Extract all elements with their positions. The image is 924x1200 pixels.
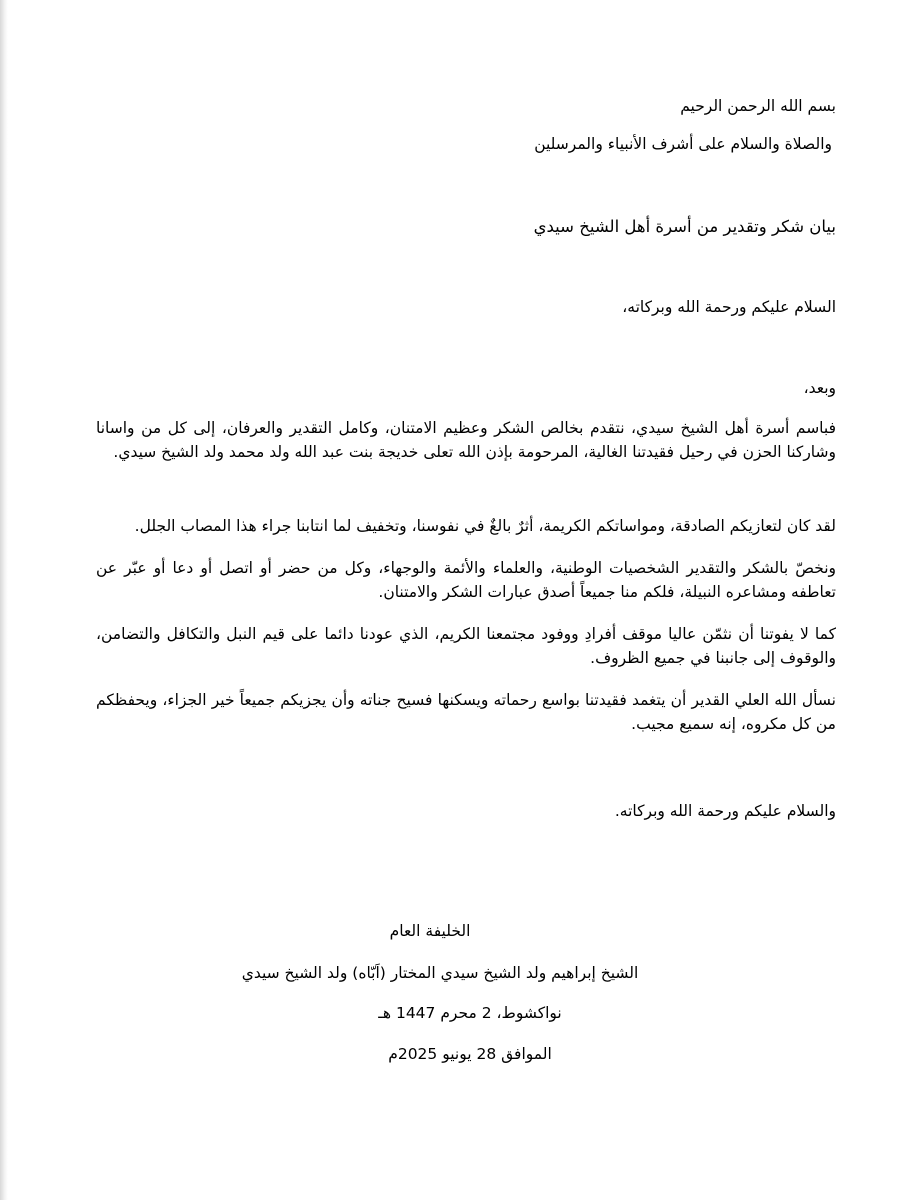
greeting: السلام عليكم ورحمة الله وبركاته، xyxy=(622,298,836,316)
signature-place-date: نواكشوط، 2 محرم 1447 هـ xyxy=(378,1004,562,1022)
paragraph-prayer: نسأل الله العلي القدير أن يتغمد فقيدتنا بواسع رحماته ويسكنها فسيح جناته وأن يجزيكم جميعاً خير الجزاء، ويحفظكم من كل مكروه، إنه سميع مجيب. xyxy=(96,691,836,733)
paragraph-thanks: فباسم أسرة أهل الشيخ سيدي، نتقدم بخالص الشكر وعظيم الامتنان، وكامل التقدير والعرفان، إلى كل من واسانا وشاركنا الحزن في رحيل فقيدتنا الغالية، المرحومة بإذن الله تعلى خديجة بنت عبد الله ولد محمد ولد الشيخ سيدي. xyxy=(96,419,836,461)
opening-word: وبعد، xyxy=(803,379,836,397)
closing-greeting: والسلام عليكم ورحمة الله وبركاته. xyxy=(614,802,836,820)
paragraph-community: كما لا يفوتنا أن نثمّن عاليا موقف أفرادِ ووفود مجتمعنا الكريم، الذي عودنا دائما على قيم النبل والتكافل والتضامن، والوقوف إلى جانبنا في جميع الظروف. xyxy=(96,625,836,667)
signature-gregorian-date: الموافق 28 يونيو 2025م xyxy=(388,1045,552,1063)
document-title: بيان شكر وتقدير من أسرة أهل الشيخ سيدي xyxy=(533,217,836,236)
salutation-line: والصلاة والسلام على أشرف الأنبياء والمرسلين xyxy=(534,135,832,153)
paragraph-condolences: لقد كان لتعازيكم الصادقة، ومواساتكم الكريمة، أثرٌ بالغٌ في نفوسنا، وتخفيف لما انتابنا جراء هذا المصاب الجلل. xyxy=(134,517,836,535)
paragraph-special-thanks: ونخصّ بالشكر والتقدير الشخصيات الوطنية، والعلماء والأئمة والوجهاء، وكل من حضر أو اتصل أو دعا أو عبّر عن تعاطفه ومشاعره النبيلة، فلكم منا جميعاً أصدق عبارات الشكر والامتنان. xyxy=(96,559,836,601)
signature-role: الخليفة العام xyxy=(389,922,471,940)
signature-name: الشيخ إبراهيم ولد الشيخ سيدي المختار (اَبّاه) ولد الشيخ سيدي xyxy=(241,964,639,982)
basmala: بسم الله الرحمن الرحيم xyxy=(680,97,836,115)
